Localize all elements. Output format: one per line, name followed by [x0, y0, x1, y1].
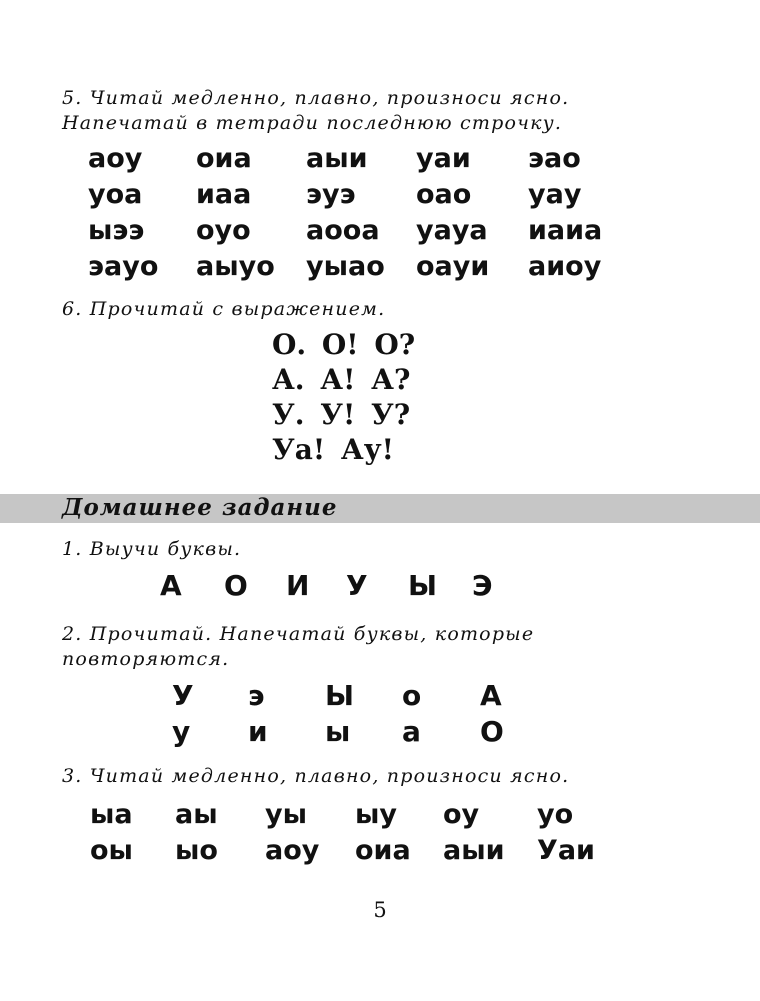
- letter: ы: [325, 715, 351, 748]
- syllable: аы: [175, 799, 218, 830]
- syllable: аооа: [306, 215, 380, 246]
- letter: И: [286, 569, 310, 602]
- syllable: оуо: [196, 215, 251, 246]
- syllable: оиа: [355, 835, 411, 866]
- syllable: эао: [528, 143, 581, 174]
- syllable: уаи: [416, 143, 471, 174]
- homework-banner: [0, 494, 760, 523]
- syllable: уо: [537, 799, 574, 830]
- letter: У: [172, 679, 194, 712]
- letter: А: [480, 679, 502, 712]
- letter: Э: [472, 569, 493, 602]
- syllable: аыи: [306, 143, 368, 174]
- exercise-5-syllable-grid: [88, 141, 638, 285]
- letter: А: [160, 569, 182, 602]
- letter: О: [224, 569, 248, 602]
- expression-line: Уа! Ау!: [272, 433, 394, 466]
- task-2-letter-grid: [172, 678, 520, 750]
- task-1-letters: [160, 568, 512, 604]
- letter: Ы: [408, 569, 438, 602]
- syllable: аыуо: [196, 251, 275, 282]
- letter: о: [402, 679, 422, 712]
- letter: а: [402, 715, 421, 748]
- syllable: аоу: [265, 835, 320, 866]
- syllable: ыээ: [88, 215, 145, 246]
- syllable: уауа: [416, 215, 488, 246]
- task-3-instruction: 3. Читай медленно, плавно, произноси ясно.: [62, 765, 570, 787]
- syllable: аоу: [88, 143, 143, 174]
- homework-title: Домашнее задание: [62, 494, 338, 521]
- syllable: иаиа: [528, 215, 603, 246]
- syllable: ыа: [90, 799, 133, 830]
- syllable: оао: [416, 179, 472, 210]
- syllable: оауи: [416, 251, 490, 282]
- expression-line: А. А! А?: [272, 363, 411, 396]
- letter: у: [172, 715, 191, 748]
- letter: э: [248, 679, 265, 712]
- syllable: аиоу: [528, 251, 602, 282]
- letter: и: [248, 715, 268, 748]
- syllable: оы: [90, 835, 133, 866]
- exercise-6-lines: [272, 327, 415, 467]
- syllable: эуэ: [306, 179, 356, 210]
- syllable: оиа: [196, 143, 252, 174]
- exercise-5-instruction: 5. Читай медленно, плавно, произноси ясно. Напечатай в тетради последнюю строчку.: [62, 87, 570, 134]
- syllable: уыао: [306, 251, 385, 282]
- syllable: уы: [265, 799, 308, 830]
- syllable: уоа: [88, 179, 143, 210]
- exercise-6-instruction: 6. Прочитай с выражением.: [62, 298, 386, 320]
- syllable: аыи: [443, 835, 505, 866]
- expression-line: У. У! У?: [272, 398, 411, 431]
- expression-line: О. О! О?: [272, 328, 416, 361]
- syllable: ыо: [175, 835, 218, 866]
- syllable: эауо: [88, 251, 159, 282]
- page-number: 5: [373, 898, 387, 922]
- task-2-instruction: 2. Прочитай. Напечатай буквы, которые повторяются.: [62, 623, 535, 670]
- task-1-instruction: 1. Выучи буквы.: [62, 538, 242, 560]
- syllable: уау: [528, 179, 582, 210]
- letter: Ы: [325, 679, 355, 712]
- letter: У: [346, 569, 368, 602]
- letter: О: [480, 715, 504, 748]
- task-3-syllable-grid: [90, 797, 607, 869]
- syllable: Уаи: [537, 835, 595, 866]
- syllable: иаа: [196, 179, 252, 210]
- syllable: оу: [443, 799, 480, 830]
- syllable: ыу: [355, 799, 398, 830]
